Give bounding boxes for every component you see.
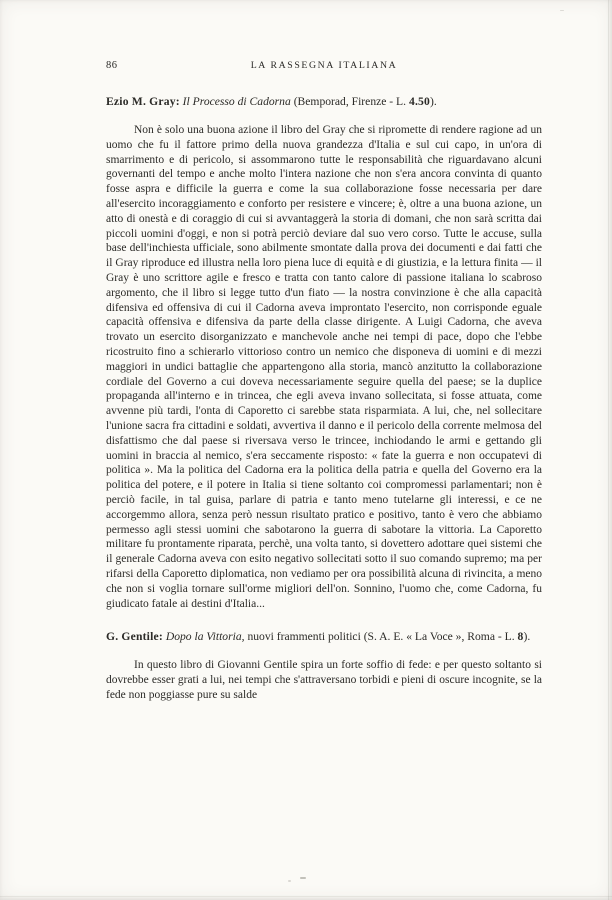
scan-artifact [560, 10, 564, 11]
review-price: 8 [517, 630, 524, 644]
scan-artifact [0, 896, 612, 897]
scan-artifact [300, 877, 306, 879]
scan-artifact [288, 880, 291, 882]
review-publisher-close: ). [523, 630, 531, 644]
review-heading [106, 629, 542, 644]
page-header [106, 60, 542, 71]
page-number: 86 [106, 60, 118, 71]
review-publisher: nuovi frammenti politici (S. A. E. « La Voce », Roma - L. [247, 630, 518, 644]
review-entry-gray [106, 94, 542, 611]
review-body: Non è solo una buona azione il libro del Gray che si ripromette di rendere ragione ad un uomo che fu il fattore primo della nuova grandezza d'Italia e sul cui capo, in un'ora di smarrimento e di pericolo, si assommarono tutte le responsabilità che riguardavano alcuni governanti del tempo e anche molto l'intera nazione che non s'era ancora convinta di quanto fosse aspra e difficile la guerra e come la sua collaborazione fosse necessaria per dare all'esercito incoraggiamento e conforto per resistere e vincere; è, oltre a una buona azione, un atto di onestà e di coraggio di cui si avvantaggerà la storia di domani, che non sarà scritta dai piccoli uomini d'oggi, e non si potrà perciò deviare dal suo vero corso. Tutte le accuse, sulla base dell'inchiesta ufficiale, sono abilmente smontate dalla prova dei documenti e dai fatti che il Gray riproduce ed illustra nella loro piena luce di equità e di giustizia, e la lettura finita — il Gray è uno scrittore agile e fresco e tratta con tanto calore di passione italiana lo scabroso argomento, che il libro si legge tutto d'un fiato — la nostra convinzione è che alla capacità difensiva ed offensiva di cui il Cadorna aveva improntato l'esercito, non corrisponde eguale capacità offensiva e difensiva da parte della classe dirigente. A Luigi Cadorna, che aveva trovato un esercito disorganizzato e manchevole anche nei tempi di pace, dopo che l'ebbe ricostruito fino a schierarlo vittorioso contro un nemico che disponeva di uomini e di mezzi maggiori in undici battaglie che appartengono alla storia, mancò anzitutto la collaborazione cordiale del Governo a cui doveva necessariamente seguire quella del paese; se la duplice propaganda all'interno e in trincea, che egli aveva invano sollecitata, si fosse attuata, come avvenne più tardi, l'onta di Caporetto ci sarebbe stata risparmiata. A lui, che, nel sollecitare l'unione sacra fra cittadini e soldati, avvertiva il danno e il pericolo della corrente melmosa del disfattismo che dal paese si riversava verso le trincee, inchiodando le armi e gettando gli uomini in braccia al nemico, s'era seccamente risposto: « fate la guerra e non occupatevi di politica ». Ma la politica del Cadorna era la politica della patria e quella del Governo era la politica del potere, e il potere in Italia si tiene soltanto coi compromessi parlamentari; non è perciò facile, in tal guisa, parlare di patria e tanto meno tutelarne gli interessi, e ce ne accorgemmo allora, senza però nessun risultato pratico e positivo, tanto è vero che abbiamo permesso agli stessi uomini che sabotarono la guerra di sabotare la vittoria. La Caporetto militare fu prontamente riparata, perchè, una volta tanto, si dovettero adottare quei sistemi che il generale Cadorna aveva con esito negativo sollecitati sotto il suo comando supremo; ma per rifarsi della Caporetto diplomatica, non vediamo per ora possibilità alcuna di rivincita, a meno che non si voglia tornare sull'orme migliori dell'on. Sonnino, l'uomo che, come Cadorna, fu giudicato fatale ai destini d'Italia... [106, 124, 542, 610]
review-publisher-close: ). [430, 95, 437, 108]
review-price: 4.50 [408, 95, 431, 108]
scan-artifact [608, 0, 609, 900]
review-body: In questo libro di Giovanni Gentile spira un forte soffio di fede: e per questo soltanto si dovrebbe esser grati a lui, nei tempi che s'attraversano torbidi e pieni di oscure incognite, se la fede non poggiasse pure su salde [106, 659, 542, 701]
review-entry-gentile [106, 629, 542, 702]
review-heading [106, 94, 542, 109]
review-author: G. Gentile: [106, 630, 163, 644]
review-publisher: (Bemporad, Firenze - L. [293, 95, 409, 108]
text-block [106, 60, 542, 703]
journal-title: LA RASSEGNA ITALIANA [250, 60, 398, 71]
review-book-title: Il Processo di Cadorna [182, 95, 291, 108]
review-book-title: Dopo la Vittoria, [165, 630, 245, 644]
review-author: Ezio M. Gray: [106, 95, 180, 108]
